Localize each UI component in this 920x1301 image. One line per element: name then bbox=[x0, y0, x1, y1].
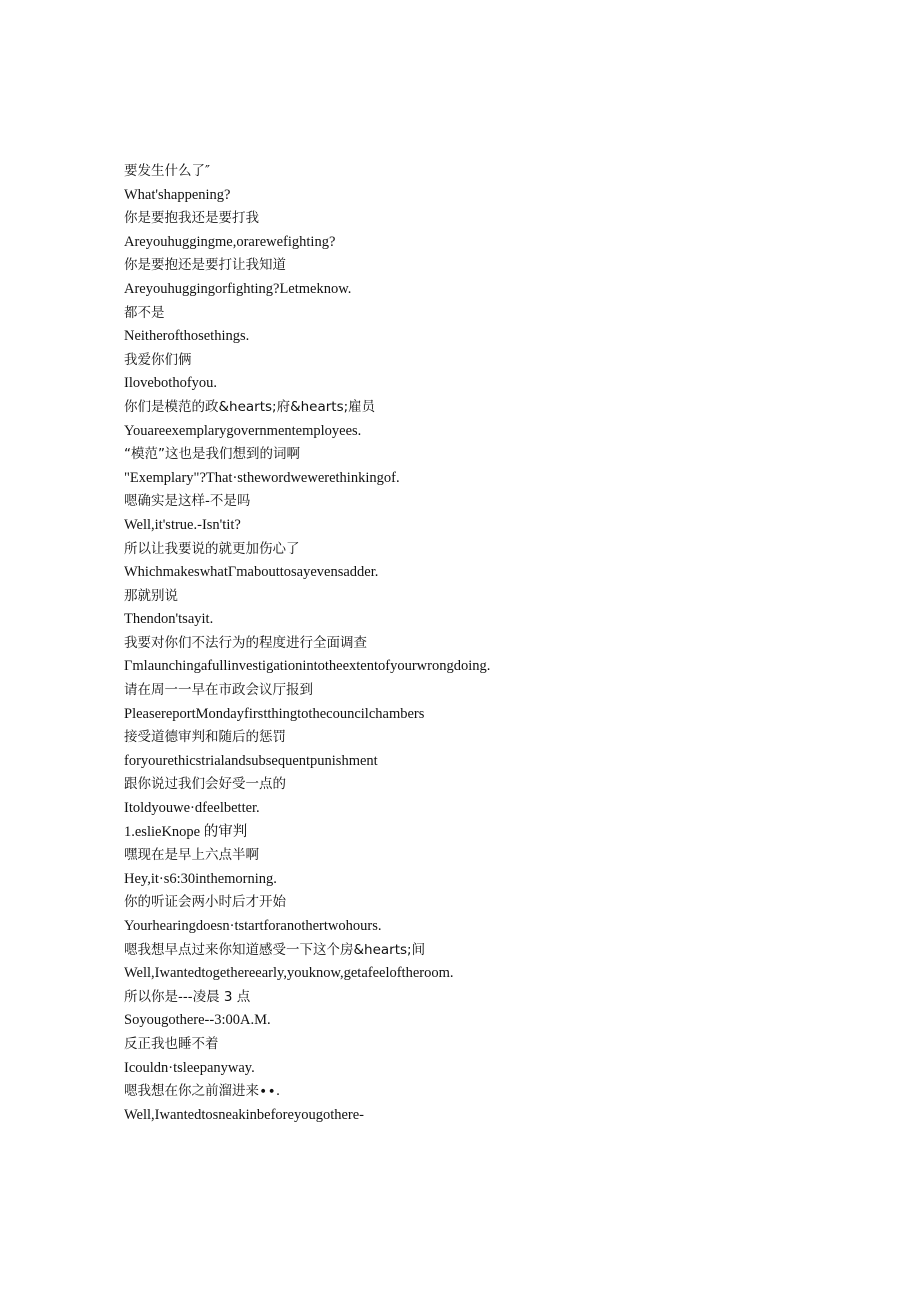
transcript-line-zh: 接受道德审判和随后的惩罚 bbox=[124, 729, 286, 746]
transcript-line-en: Γmlaunchingafullinvestigationintotheextentofyourwrongdoing. bbox=[124, 658, 491, 675]
transcript-line-zh: 所以你是---凌晨 3 点 bbox=[124, 988, 251, 1005]
transcript-line-en: What'shappening? bbox=[124, 186, 231, 203]
subtitle-transcript bbox=[124, 160, 884, 1127]
transcript-line-zh: 你们是模范的政&hearts;府&hearts;雇员 bbox=[124, 398, 376, 415]
transcript-line-zh: 嘿现在是早上六点半啊 bbox=[124, 847, 259, 864]
episode-title-line: 1.eslieKnope 的审判 bbox=[124, 823, 248, 840]
transcript-line-en: "Exemplary"?That·sthewordwewerethinkingof. bbox=[124, 469, 400, 486]
transcript-line-zh: 你的听证会两小时后才开始 bbox=[124, 894, 286, 911]
transcript-line-zh: 跟你说过我们会好受一点的 bbox=[124, 776, 286, 793]
transcript-line-zh: 反正我也睡不着 bbox=[124, 1035, 219, 1052]
transcript-line-en: Areyouhuggingorfighting?Letmeknow. bbox=[124, 280, 352, 297]
transcript-line-en: Areyouhuggingme,orarewefighting? bbox=[124, 233, 336, 250]
transcript-line-en: Thendon'tsayit. bbox=[124, 611, 214, 628]
transcript-line-zh: 嗯我想早点过来你知道感受一下这个房&hearts;间 bbox=[124, 941, 426, 958]
transcript-line-en: Well,Iwantedtosneakinbeforeyougothere- bbox=[124, 1106, 365, 1123]
transcript-line-zh: 请在周一一早在市政会议厅报到 bbox=[124, 682, 313, 699]
transcript-line-en: Well,it'strue.-Isn'tit? bbox=[124, 516, 241, 533]
transcript-line-zh: 你是要抱还是要打让我知道 bbox=[124, 257, 286, 274]
transcript-line-zh: 我爱你们俩 bbox=[124, 351, 192, 368]
transcript-line-zh: 所以让我要说的就更加伤心了 bbox=[124, 540, 300, 557]
transcript-line-en: foryourethicstrialandsubsequentpunishment bbox=[124, 752, 378, 769]
transcript-line-en: PleasereportMondayfirstthingtothecouncilchambers bbox=[124, 705, 425, 722]
transcript-line-en: Itoldyouwe·dfeelbetter. bbox=[124, 800, 260, 817]
transcript-line-en: Soyougothere--3:00A.M. bbox=[124, 1012, 271, 1029]
transcript-line-en: WhichmakeswhatΓmabouttosayevensadder. bbox=[124, 564, 379, 581]
transcript-line-zh: “模范”这也是我们想到的词啊 bbox=[124, 446, 300, 463]
transcript-line-en: Hey,it·s6:30inthemorning. bbox=[124, 870, 277, 887]
transcript-line-zh: 嗯确实是这样-不是吗 bbox=[124, 493, 251, 510]
transcript-line-zh: 我要对你们不法行为的程度进行全面调查 bbox=[124, 634, 367, 651]
transcript-line-zh: 嗯我想在你之前溜进来∙∙. bbox=[124, 1083, 281, 1100]
transcript-line-en: Well,Iwantedtogethereearly,youknow,getafeeloftheroom. bbox=[124, 965, 454, 982]
transcript-line-en: Yourhearingdoesn·tstartforanothertwohours. bbox=[124, 918, 382, 934]
transcript-line-zh: 那就别说 bbox=[124, 587, 178, 604]
transcript-line-en: Youareexemplarygovernmentemployees. bbox=[124, 422, 362, 439]
transcript-line-zh: 你是要抱我还是要打我 bbox=[124, 210, 259, 227]
transcript-line-en: Ilovebothofyou. bbox=[124, 375, 218, 392]
transcript-line-en: Neitherofthosethings. bbox=[124, 328, 250, 345]
transcript-line-zh: 都不是 bbox=[124, 304, 165, 321]
transcript-line-zh: 要发生什么了″ bbox=[124, 163, 211, 179]
transcript-line-en: Icouldn·tsleepanyway. bbox=[124, 1059, 255, 1076]
